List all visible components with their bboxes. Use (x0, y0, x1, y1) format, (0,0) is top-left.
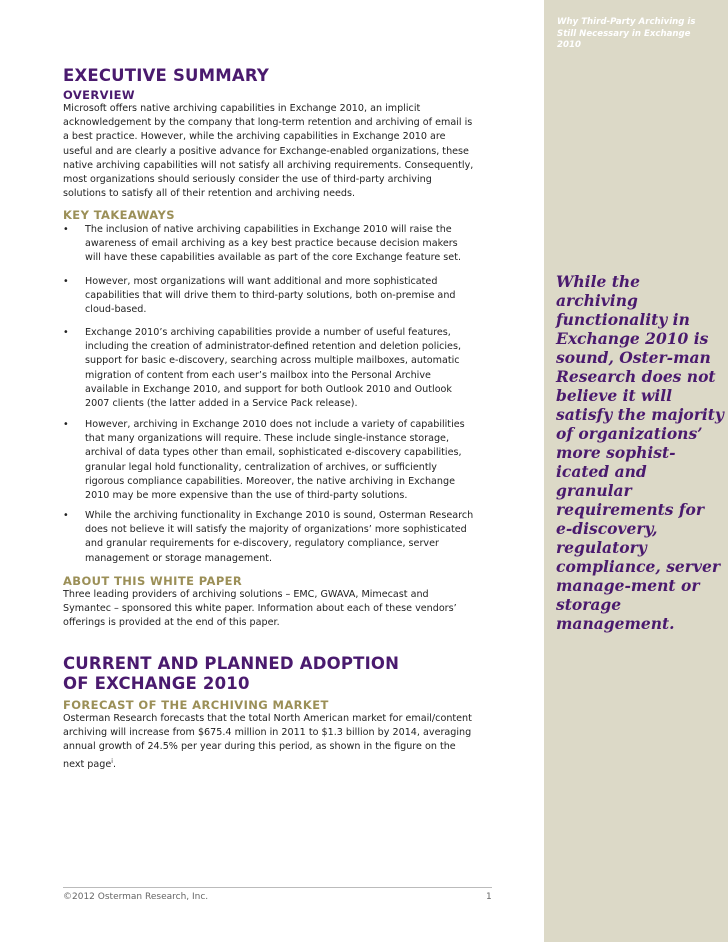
bullet-icon: • (63, 224, 69, 235)
about-heading: ABOUT THIS WHITE PAPER (63, 574, 243, 588)
forecast-heading: FORECAST OF THE ARCHIVING MARKET (63, 698, 329, 712)
takeaway-text: Exchange 2010’s archiving capabilities provide a number of useful features, including the creation of administrator-defined retention and deletion policies, support for basic e-discovery, searching across multiple mailboxes, automatic migration of content from each user’s mailbox into the Personal Archive available in Exchange 2010, and support for both Outlook 2010 and Outlook 2007 clients (the latter added in a Service Pack release). (85, 327, 462, 410)
bullet-icon: • (63, 327, 69, 338)
key-takeaways-heading: KEY TAKEAWAYS (63, 208, 175, 222)
page-number: 1 (486, 892, 492, 902)
footnote-marker[interactable]: i (111, 757, 113, 765)
executive-summary-title: EXECUTIVE SUMMARY (63, 66, 269, 85)
pull-quote: While the archiving functionality in Exchange 2010 is sound, Oster-man Research does not believe it will satisfy the majority of organizations’ more sophist-icated and granular requirements for e-discovery, regulatory compliance, server manage-ment or storage management. (556, 272, 724, 633)
takeaway-text: The inclusion of native archiving capabilities in Exchange 2010 will raise the awareness of email archiving as a key best practice because decision makers will have these capabilities available as part of the core Exchange feature set. (85, 224, 462, 264)
footer-copyright: ©2012 Osterman Research, Inc. (63, 892, 209, 902)
takeaway-text: However, most organizations will want additional and more sophisticated capabilities that will drive them to third-party solutions, both on-premise and cloud-based. (85, 276, 456, 316)
overview-heading: OVERVIEW (63, 88, 135, 102)
forecast-paragraph (63, 712, 475, 772)
bullet-icon: • (63, 276, 69, 287)
adoption-title-line2: OF EXCHANGE 2010 (63, 674, 250, 693)
footer-divider (63, 887, 492, 888)
about-paragraph: Three leading providers of archiving solutions – EMC, GWAVA, Mimecast and Symantec – sponsored this white paper. Information about each of these vendors’ offerings is provided at the end of this paper. (63, 589, 457, 629)
adoption-title-line1: CURRENT AND PLANNED ADOPTION (63, 654, 400, 673)
takeaway-text: However, archiving in Exchange 2010 does not include a variety of capabilities that many organizations will require. These include single-instance storage, archival of data types other than email, sophisticated e-discovery capabilities, granular legal hold functionality, centralization of archives, or sufficiently rigorous compliance capabilities. Moreover, the native archiving in Exchange 2010 may be more expensive than the use of third-party solutions. (85, 419, 465, 502)
overview-paragraph: Microsoft offers native archiving capabilities in Exchange 2010, an implicit acknowledgement by the company that long-term retention and archiving of email is a best practice. However, while the archiving capabilities in Exchange 2010 are useful and are clearly a positive advance for Exchange-enabled organizations, these native archiving capabilities will not satisfy all archiving requirements. Consequently, most organizations should seriously consider the use of third-party archiving solutions to satisfy all of their retention and archiving needs. (63, 103, 474, 200)
forecast-text: Osterman Research forecasts that the total North American market for email/content archiving will increase from $675.4 million in 2011 to $1.3 billion by 2014, averaging annual growth of 24.5% per year during this period, as shown in the figure on the next page (63, 713, 472, 770)
running-header: Why Third-Party Archiving is Still Necessary in Exchange 2010 (557, 17, 696, 50)
bullet-icon: • (63, 419, 69, 430)
takeaway-text: While the archiving functionality in Exchange 2010 is sound, Osterman Research does not believe it will satisfy the majority of organizations’ more sophisticated and granular requirements for e-discovery, regulatory compliance, server management or storage management. (85, 510, 474, 564)
forecast-end: . (112, 758, 116, 770)
bullet-icon: • (63, 510, 69, 521)
